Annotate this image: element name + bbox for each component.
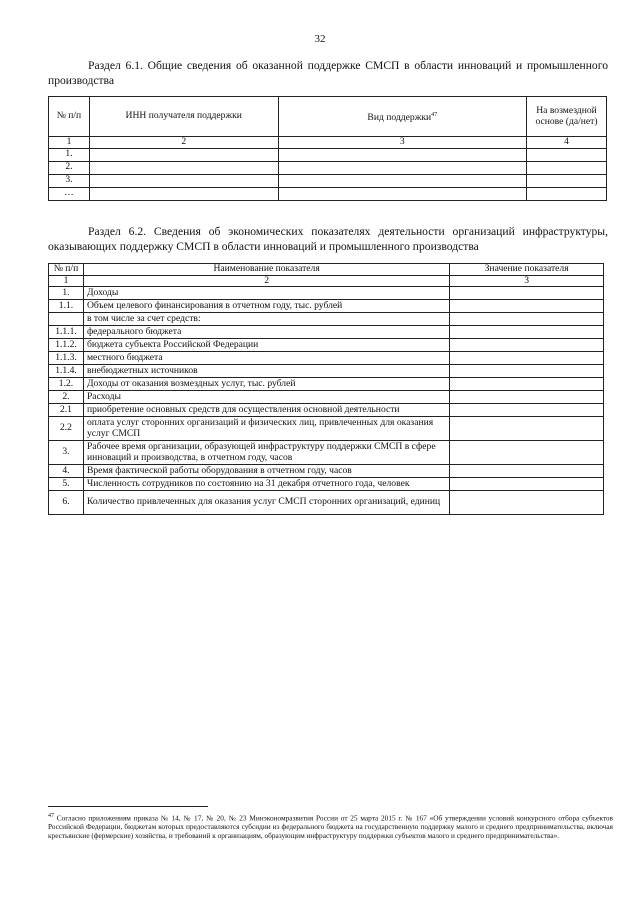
row-value — [450, 300, 604, 313]
table-row — [49, 161, 607, 174]
support-table — [48, 96, 607, 201]
row-value — [450, 417, 604, 441]
free-cell — [527, 148, 607, 161]
row-value — [450, 326, 604, 339]
row-num: 2. — [49, 161, 90, 174]
row-value — [450, 478, 604, 491]
footnote-divider — [48, 806, 208, 807]
row-name: оплата услуг сторонних организаций и физических лиц, привлеченных для оказания услуг СМСП — [83, 417, 449, 441]
row-value — [450, 391, 604, 404]
table-row — [49, 326, 604, 339]
footnote-mark: 47 — [48, 813, 54, 819]
col-name-header: Наименование показателя — [83, 264, 449, 276]
row-name: Доходы — [83, 287, 449, 300]
inn-cell — [89, 174, 278, 187]
row-name: приобретение основных средств для осуществления основной деятельности — [83, 404, 449, 417]
index-cell: 1 — [49, 275, 84, 287]
footnote-text: Согласно приложениям приказа № 14, № 17, № 20, № 23 Минэкономразвития России от 25 марта 2015 г. № 167 «Об утверждении условий конкурсного отбора субъектов Российской Федерации, бюджетам которых предоставляются субсидии из федерального бюджета на государственную поддержку малого и среднего предпринимательства, включая крестьянские (фермерские) хозяйства, и требований к организациям, образующим инфраструктуру поддержки субъектов малого и среднего предпринимательства». — [48, 813, 614, 841]
type-cell — [278, 161, 526, 174]
row-num: 1. — [49, 148, 90, 161]
row-num: 1.1.1. — [49, 326, 84, 339]
col-num-header: № п/п — [49, 264, 84, 276]
table-row — [49, 365, 604, 378]
free-cell — [527, 161, 607, 174]
col-inn-header: ИНН получателя поддержки — [89, 97, 278, 137]
row-num: … — [49, 187, 90, 200]
row-num: 2. — [49, 391, 84, 404]
col-num-header: № п/п — [49, 97, 90, 137]
row-num: 3. — [49, 441, 84, 465]
row-name: Доходы от оказания возмездных услуг, тыс. рублей — [83, 378, 449, 391]
row-value — [450, 287, 604, 300]
free-cell — [527, 187, 607, 200]
table-row — [49, 187, 607, 200]
row-name: местного бюджета — [83, 352, 449, 365]
row-value — [450, 365, 604, 378]
page-number: 32 — [314, 33, 326, 45]
footnote-ref: 47 — [431, 111, 438, 118]
col-type-label: Вид поддержки — [367, 111, 432, 123]
row-num: 1.1. — [49, 300, 84, 313]
row-name: Расходы — [83, 391, 449, 404]
index-cell: 4 — [527, 137, 607, 149]
table-row — [49, 404, 604, 417]
row-value — [450, 441, 604, 465]
row-num: 6. — [49, 491, 84, 515]
row-value — [450, 465, 604, 478]
table-row — [49, 391, 604, 404]
row-num: 1.1.3. — [49, 352, 84, 365]
col-value-header: Значение показателя — [450, 264, 604, 276]
row-value — [450, 313, 604, 326]
table-row — [49, 174, 607, 187]
row-name: Количество привлеченных для оказания услуг СМСП сторонних организаций, единиц — [83, 491, 449, 515]
row-name: Рабочее время организации, образующей инфраструктуру поддержки СМСП в сфере инноваций и производства, в отчетном году, часов — [83, 441, 449, 465]
row-name: федерального бюджета — [83, 326, 449, 339]
row-num: 1.1.4. — [49, 365, 84, 378]
row-name: Объем целевого финансирования в отчетном году, тыс. рублей — [83, 300, 449, 313]
row-value — [450, 491, 604, 515]
table-row — [49, 287, 604, 300]
type-cell — [278, 148, 526, 161]
section-6-1-heading — [48, 58, 608, 88]
row-num: 1.1.2. — [49, 339, 84, 352]
table-row — [49, 148, 607, 161]
table-row — [49, 352, 604, 365]
row-num: 2.2 — [49, 417, 84, 441]
indicators-table — [48, 263, 604, 515]
index-cell: 3 — [278, 137, 526, 149]
free-cell — [527, 174, 607, 187]
inn-cell — [89, 148, 278, 161]
col-free-header: На возмездной основе (да/нет) — [527, 97, 607, 137]
row-name: в том числе за счет средств: — [83, 313, 449, 326]
row-value — [450, 404, 604, 417]
table-row — [49, 378, 604, 391]
row-name: бюджета субъекта Российской Федерации — [83, 339, 449, 352]
row-name: внебюджетных источников — [83, 365, 449, 378]
footnote — [48, 812, 613, 840]
table-row — [49, 339, 604, 352]
row-name: Численность сотрудников по состоянию на 31 декабря отчетного года, человек — [83, 478, 449, 491]
row-num: 5. — [49, 478, 84, 491]
table-row — [49, 300, 604, 313]
index-cell: 2 — [89, 137, 278, 149]
row-value — [450, 378, 604, 391]
table-row — [49, 491, 604, 515]
index-cell: 3 — [450, 275, 604, 287]
section-6-1-heading-text: Раздел 6.1. Общие сведения об оказанной поддержке СМСП в области инноваций и промышленного производства — [48, 59, 608, 87]
table-row — [49, 313, 604, 326]
type-cell — [278, 187, 526, 200]
row-value — [450, 339, 604, 352]
col-type-header — [278, 97, 526, 137]
row-num: 4. — [49, 465, 84, 478]
inn-cell — [89, 161, 278, 174]
table-row — [49, 417, 604, 441]
row-num — [49, 313, 84, 326]
type-cell — [278, 174, 526, 187]
row-name: Время фактической работы оборудования в отчетном году, часов — [83, 465, 449, 478]
inn-cell — [89, 187, 278, 200]
row-num: 3. — [49, 174, 90, 187]
table-row — [49, 441, 604, 465]
index-cell: 2 — [83, 275, 449, 287]
row-value — [450, 352, 604, 365]
section-6-2-heading — [48, 224, 608, 254]
section-6-2-heading-text: Раздел 6.2. Сведения об экономических показателях деятельности организаций инфраструктуры, оказывающих поддержку СМСП в области инноваций и промышленного производства — [48, 225, 608, 253]
row-num: 2.1 — [49, 404, 84, 417]
row-num: 1. — [49, 287, 84, 300]
table-row — [49, 465, 604, 478]
table-row — [49, 478, 604, 491]
row-num: 1.2. — [49, 378, 84, 391]
index-cell: 1 — [49, 137, 90, 149]
